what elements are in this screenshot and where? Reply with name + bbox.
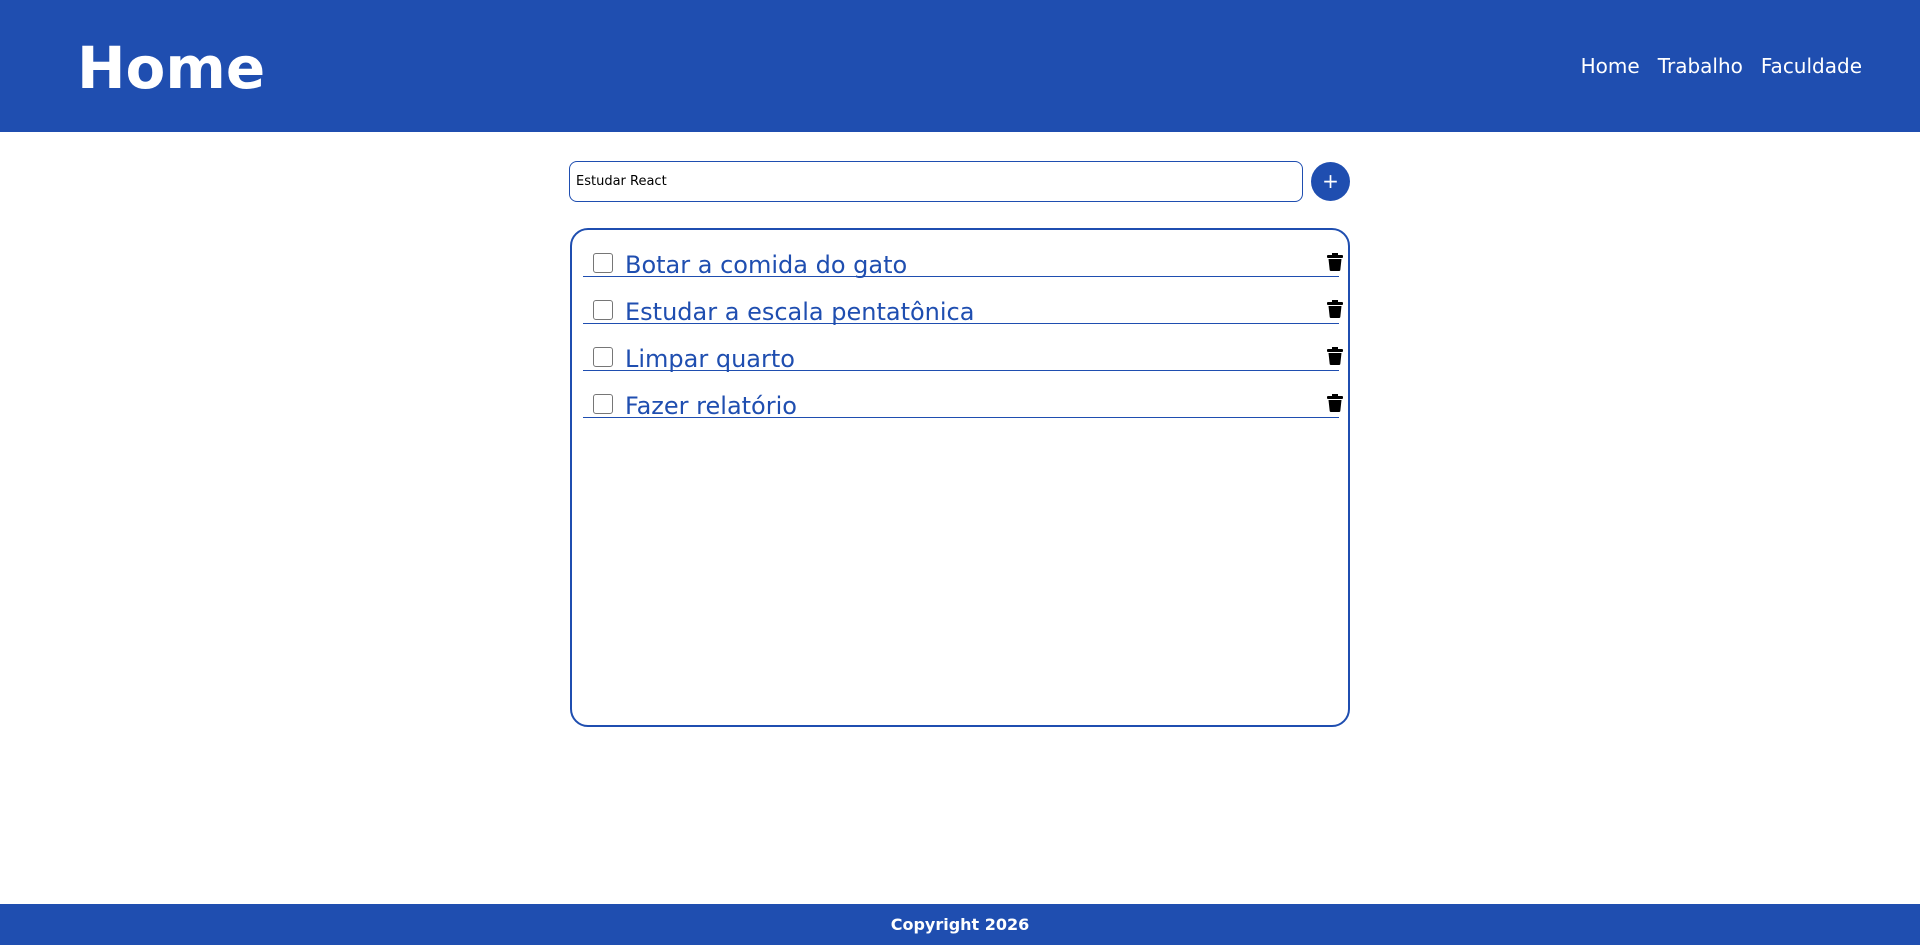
- task-item: [583, 371, 1339, 418]
- task-checkbox[interactable]: [593, 394, 613, 414]
- new-task-form: [569, 161, 1350, 202]
- nav-link-home[interactable]: Home: [1580, 54, 1640, 78]
- add-task-button[interactable]: +: [1311, 162, 1350, 201]
- trash-icon[interactable]: [1327, 253, 1343, 271]
- nav-link-faculdade[interactable]: Faculdade: [1760, 54, 1862, 78]
- task-checkbox[interactable]: [593, 253, 613, 273]
- task-label: Estudar a escala pentatônica: [625, 298, 975, 326]
- task-item: [583, 277, 1339, 324]
- trash-icon[interactable]: [1327, 347, 1343, 365]
- trash-icon[interactable]: [1327, 394, 1343, 412]
- task-label: Fazer relatório: [625, 392, 797, 420]
- app-footer: [0, 904, 1920, 945]
- task-item: [583, 230, 1339, 277]
- main-nav: [1581, 52, 1862, 80]
- task-list: [570, 228, 1350, 727]
- copyright-text: Copyright 2026: [890, 915, 1030, 934]
- task-label: Botar a comida do gato: [625, 251, 908, 279]
- trash-icon[interactable]: [1327, 300, 1343, 318]
- task-checkbox[interactable]: [593, 347, 613, 367]
- task-item: [583, 324, 1339, 371]
- app-header: [0, 0, 1920, 132]
- nav-link-trabalho[interactable]: Trabalho: [1657, 54, 1743, 78]
- task-checkbox[interactable]: [593, 300, 613, 320]
- page-title: Home: [77, 34, 266, 102]
- new-task-input[interactable]: [569, 161, 1303, 202]
- task-label: Limpar quarto: [625, 345, 795, 373]
